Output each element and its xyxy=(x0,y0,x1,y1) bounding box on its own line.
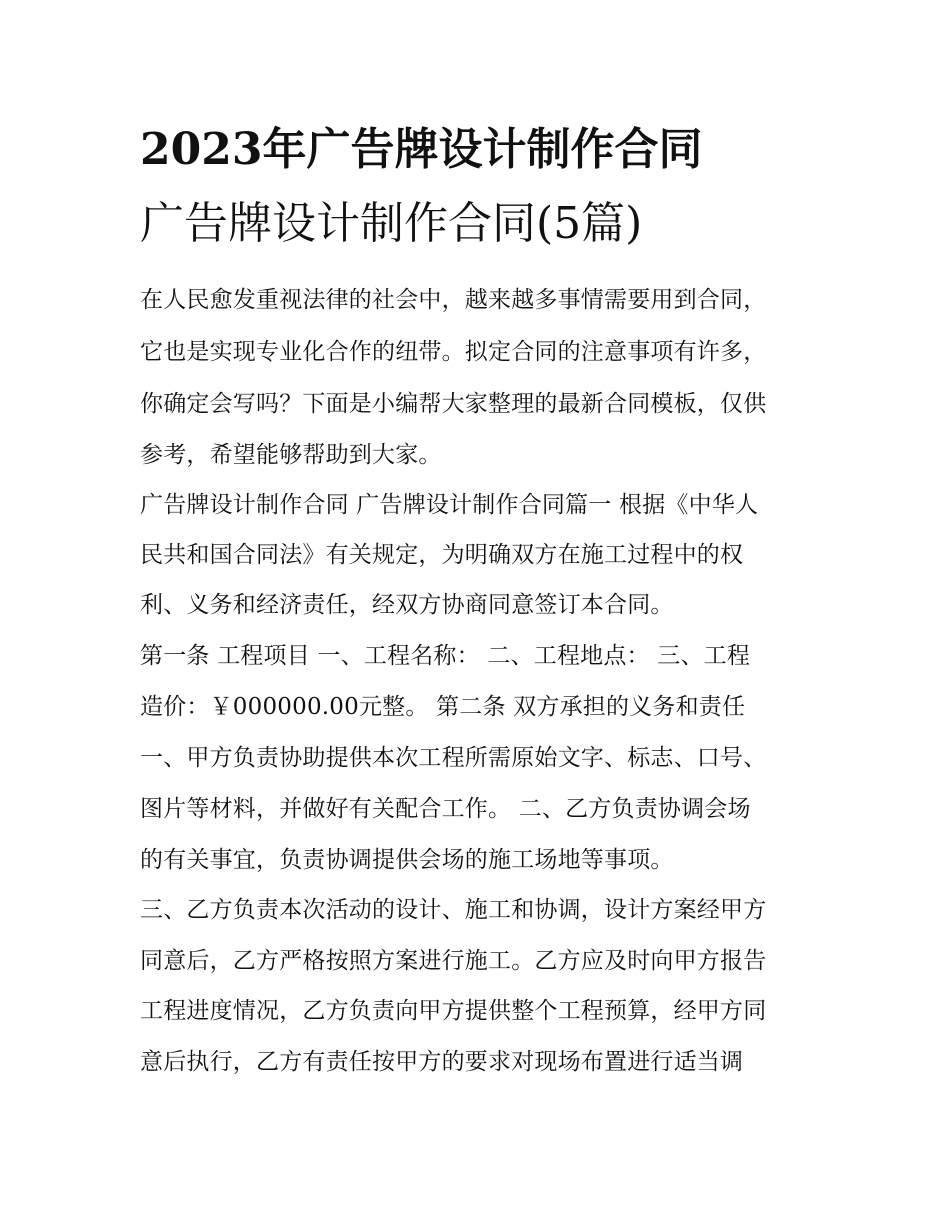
paragraph-line: 三、乙方负责本次活动的设计、施工和协调，设计方案经甲方 xyxy=(140,897,767,923)
paragraph-line: 它也是实现专业化合作的纽带。拟定合同的注意事项有许多， xyxy=(140,339,767,365)
document-title: 2023年广告牌设计制作合同 xyxy=(140,124,703,175)
paragraph-line: 民共和国合同法》有关规定，为明确双方在施工过程中的权 xyxy=(140,542,744,568)
paragraph-line: 第一条 工程项目 一、工程名称： 二、工程地点： 三、工程 xyxy=(140,643,751,669)
paragraph-line: 你确定会写吗？下面是小编帮大家整理的最新合同模板，仅供 xyxy=(140,391,767,417)
paragraph-line: 参考，希望能够帮助到大家。 xyxy=(140,442,442,468)
paragraph-line: 的有关事宜，负责协调提供会场的施工场地等事项。 xyxy=(140,847,674,873)
document-subtitle: 广告牌设计制作合同(5篇) xyxy=(140,198,643,249)
paragraph-line: 同意后，乙方严格按照方案进行施工。乙方应及时向甲方报告 xyxy=(140,948,767,974)
paragraph-line: 一、甲方负责协助提供本次工程所需原始文字、标志、口号、 xyxy=(140,745,767,771)
paragraph-line: 图片等材料，并做好有关配合工作。 二、乙方负责协调会场 xyxy=(140,796,751,822)
paragraph-line: 意后执行，乙方有责任按甲方的要求对现场布置进行适当调 xyxy=(140,1049,744,1075)
paragraph-line: 利、义务和经济责任，经双方协商同意签订本合同。 xyxy=(140,592,674,618)
paragraph-line: 造价：￥000000.00元整。 第二条 双方承担的义务和责任 xyxy=(140,694,746,720)
paragraph-line: 工程进度情况，乙方负责向甲方提供整个工程预算，经甲方同 xyxy=(140,998,767,1024)
paragraph-line: 在人民愈发重视法律的社会中，越来越多事情需要用到合同， xyxy=(140,287,767,313)
paragraph-line: 广告牌设计制作合同 广告牌设计制作合同篇一 根据《中华人 xyxy=(140,492,759,518)
